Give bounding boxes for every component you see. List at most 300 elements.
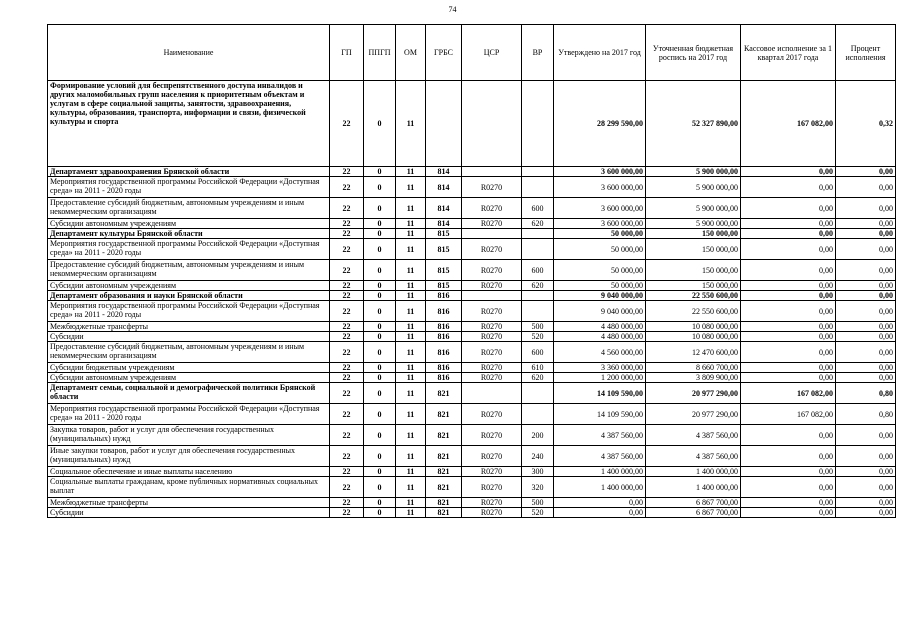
cell-om: 11 xyxy=(396,498,426,508)
cell-approved: 50 000,00 xyxy=(554,239,646,260)
cell-ppgp: 0 xyxy=(364,363,396,373)
table-row xyxy=(48,260,896,281)
cell-cash: 0,00 xyxy=(741,177,836,198)
cell-csr: R0270 xyxy=(462,239,522,260)
cell-grbs: 814 xyxy=(426,167,462,177)
cell-percent: 0,00 xyxy=(836,363,896,373)
cell-name: Департамент культуры Брянской области xyxy=(48,229,330,239)
cell-name: Департамент семьи, социальной и демографической политики Брянской области xyxy=(48,383,330,404)
cell-percent: 0,00 xyxy=(836,177,896,198)
cell-refined: 10 080 000,00 xyxy=(646,332,741,342)
table-row xyxy=(48,498,896,508)
cell-grbs: 821 xyxy=(426,425,462,446)
cell-ppgp: 0 xyxy=(364,477,396,498)
cell-csr: R0270 xyxy=(462,425,522,446)
cell-cash: 167 082,00 xyxy=(741,404,836,425)
header-approved: Утверждено на 2017 год xyxy=(554,25,646,81)
cell-gp: 22 xyxy=(330,363,364,373)
cell-percent: 0,00 xyxy=(836,342,896,363)
cell-refined: 6 867 700,00 xyxy=(646,498,741,508)
cell-ppgp: 0 xyxy=(364,219,396,229)
cell-vr: 620 xyxy=(522,281,554,291)
cell-percent: 0,00 xyxy=(836,373,896,383)
cell-csr: R0270 xyxy=(462,198,522,219)
cell-name: Предоставление субсидий бюджетным, автономным учреждениям и иным некоммерческим организациям xyxy=(48,342,330,363)
cell-approved: 3 600 000,00 xyxy=(554,177,646,198)
cell-cash: 0,00 xyxy=(741,219,836,229)
cell-gp: 22 xyxy=(330,301,364,322)
cell-gp: 22 xyxy=(330,446,364,467)
cell-approved: 1 400 000,00 xyxy=(554,477,646,498)
cell-gp: 22 xyxy=(330,332,364,342)
budget-table xyxy=(47,24,896,518)
cell-ppgp: 0 xyxy=(364,332,396,342)
cell-grbs: 815 xyxy=(426,260,462,281)
cell-csr xyxy=(462,167,522,177)
cell-percent: 0,80 xyxy=(836,383,896,404)
cell-refined: 6 867 700,00 xyxy=(646,508,741,518)
cell-cash: 0,00 xyxy=(741,198,836,219)
cell-ppgp: 0 xyxy=(364,508,396,518)
cell-csr: R0270 xyxy=(462,281,522,291)
cell-approved: 0,00 xyxy=(554,508,646,518)
cell-refined: 4 387 560,00 xyxy=(646,425,741,446)
cell-csr: R0270 xyxy=(462,322,522,332)
cell-refined: 10 080 000,00 xyxy=(646,322,741,332)
table-row xyxy=(48,198,896,219)
table-row xyxy=(48,373,896,383)
cell-approved: 14 109 590,00 xyxy=(554,404,646,425)
cell-om: 11 xyxy=(396,219,426,229)
cell-om: 11 xyxy=(396,301,426,322)
cell-approved: 3 360 000,00 xyxy=(554,363,646,373)
cell-vr xyxy=(522,229,554,239)
cell-ppgp: 0 xyxy=(364,239,396,260)
cell-vr xyxy=(522,177,554,198)
table-row xyxy=(48,322,896,332)
cell-gp: 22 xyxy=(330,404,364,425)
cell-om: 11 xyxy=(396,373,426,383)
cell-percent: 0,00 xyxy=(836,281,896,291)
cell-om: 11 xyxy=(396,383,426,404)
cell-om: 11 xyxy=(396,81,426,167)
cell-om: 11 xyxy=(396,239,426,260)
cell-om: 11 xyxy=(396,281,426,291)
header-name: Наименование xyxy=(48,25,330,81)
cell-ppgp: 0 xyxy=(364,81,396,167)
cell-grbs: 821 xyxy=(426,477,462,498)
cell-approved: 50 000,00 xyxy=(554,260,646,281)
cell-om: 11 xyxy=(396,363,426,373)
cell-gp: 22 xyxy=(330,322,364,332)
cell-gp: 22 xyxy=(330,81,364,167)
cell-om: 11 xyxy=(396,425,426,446)
cell-csr xyxy=(462,383,522,404)
cell-percent: 0,00 xyxy=(836,219,896,229)
cell-percent: 0,00 xyxy=(836,260,896,281)
cell-csr: R0270 xyxy=(462,177,522,198)
cell-cash: 0,00 xyxy=(741,167,836,177)
cell-grbs: 815 xyxy=(426,229,462,239)
cell-name: Субсидии автономным учреждениям xyxy=(48,219,330,229)
cell-refined: 1 400 000,00 xyxy=(646,467,741,477)
cell-csr: R0270 xyxy=(462,498,522,508)
cell-ppgp: 0 xyxy=(364,177,396,198)
cell-vr: 200 xyxy=(522,425,554,446)
table-row xyxy=(48,446,896,467)
cell-vr xyxy=(522,167,554,177)
cell-name: Предоставление субсидий бюджетным, автономным учреждениям и иным некоммерческим организациям xyxy=(48,260,330,281)
cell-name: Субсидии xyxy=(48,508,330,518)
cell-grbs: 816 xyxy=(426,332,462,342)
cell-approved: 4 560 000,00 xyxy=(554,342,646,363)
table-row xyxy=(48,219,896,229)
cell-grbs: 816 xyxy=(426,291,462,301)
cell-cash: 0,00 xyxy=(741,291,836,301)
cell-om: 11 xyxy=(396,229,426,239)
cell-approved: 3 600 000,00 xyxy=(554,198,646,219)
cell-cash: 0,00 xyxy=(741,498,836,508)
cell-csr: R0270 xyxy=(462,467,522,477)
cell-percent: 0,00 xyxy=(836,425,896,446)
cell-ppgp: 0 xyxy=(364,404,396,425)
cell-approved: 3 600 000,00 xyxy=(554,219,646,229)
cell-gp: 22 xyxy=(330,281,364,291)
cell-vr xyxy=(522,291,554,301)
cell-om: 11 xyxy=(396,508,426,518)
cell-vr: 620 xyxy=(522,373,554,383)
cell-csr: R0270 xyxy=(462,332,522,342)
table-body xyxy=(48,81,896,518)
cell-name: Департамент образования и науки Брянской области xyxy=(48,291,330,301)
cell-refined: 3 809 900,00 xyxy=(646,373,741,383)
cell-vr: 300 xyxy=(522,467,554,477)
cell-percent: 0,00 xyxy=(836,229,896,239)
header-csr: ЦСР xyxy=(462,25,522,81)
cell-approved: 9 040 000,00 xyxy=(554,291,646,301)
cell-om: 11 xyxy=(396,446,426,467)
cell-name: Формирование условий для беспрепятственного доступа инвалидов и других маломобильных групп населения к приоритетным объектам и услугам в сфере социальной защиты, занятости, здравоохранения, культуры, образования, транспорта, информации и связи, физической культуры и спорта xyxy=(48,81,330,167)
table-row xyxy=(48,281,896,291)
cell-cash: 0,00 xyxy=(741,260,836,281)
cell-vr: 320 xyxy=(522,477,554,498)
cell-name: Закупка товаров, работ и услуг для обеспечения государственных (муниципальных) нужд xyxy=(48,425,330,446)
cell-gp: 22 xyxy=(330,239,364,260)
cell-cash: 0,00 xyxy=(741,229,836,239)
cell-percent: 0,00 xyxy=(836,467,896,477)
header-om: ОМ xyxy=(396,25,426,81)
cell-vr: 520 xyxy=(522,508,554,518)
cell-vr xyxy=(522,383,554,404)
cell-ppgp: 0 xyxy=(364,373,396,383)
cell-ppgp: 0 xyxy=(364,322,396,332)
cell-csr xyxy=(462,81,522,167)
cell-gp: 22 xyxy=(330,167,364,177)
cell-ppgp: 0 xyxy=(364,446,396,467)
cell-name: Субсидии бюджетным учреждениям xyxy=(48,363,330,373)
cell-csr xyxy=(462,291,522,301)
cell-cash: 0,00 xyxy=(741,239,836,260)
table-row xyxy=(48,229,896,239)
table-row xyxy=(48,342,896,363)
cell-percent: 0,00 xyxy=(836,332,896,342)
cell-csr: R0270 xyxy=(462,404,522,425)
table-row xyxy=(48,363,896,373)
cell-grbs: 816 xyxy=(426,342,462,363)
cell-approved: 28 299 590,00 xyxy=(554,81,646,167)
cell-name: Иные закупки товаров, работ и услуг для обеспечения государственных (муниципальных) нужд xyxy=(48,446,330,467)
cell-ppgp: 0 xyxy=(364,260,396,281)
cell-csr: R0270 xyxy=(462,301,522,322)
cell-name: Мероприятия государственной программы Российской Федерации «Доступная среда» на 2011 - 2020 годы xyxy=(48,301,330,322)
cell-refined: 1 400 000,00 xyxy=(646,477,741,498)
cell-grbs: 821 xyxy=(426,404,462,425)
cell-vr xyxy=(522,404,554,425)
cell-om: 11 xyxy=(396,260,426,281)
cell-gp: 22 xyxy=(330,498,364,508)
header-gp: ГП xyxy=(330,25,364,81)
cell-vr: 520 xyxy=(522,332,554,342)
cell-ppgp: 0 xyxy=(364,425,396,446)
header-cash: Кассовое исполнение за 1 квартал 2017 года xyxy=(741,25,836,81)
cell-om: 11 xyxy=(396,167,426,177)
cell-vr xyxy=(522,239,554,260)
cell-approved: 4 387 560,00 xyxy=(554,446,646,467)
cell-refined: 20 977 290,00 xyxy=(646,383,741,404)
cell-csr: R0270 xyxy=(462,260,522,281)
header-ppgp: ППГП xyxy=(364,25,396,81)
cell-cash: 0,00 xyxy=(741,281,836,291)
cell-percent: 0,00 xyxy=(836,301,896,322)
cell-grbs: 821 xyxy=(426,498,462,508)
cell-name: Межбюджетные трансферты xyxy=(48,498,330,508)
cell-refined: 5 900 000,00 xyxy=(646,198,741,219)
cell-grbs: 814 xyxy=(426,219,462,229)
cell-refined: 150 000,00 xyxy=(646,260,741,281)
cell-cash: 0,00 xyxy=(741,508,836,518)
cell-percent: 0,00 xyxy=(836,508,896,518)
cell-ppgp: 0 xyxy=(364,198,396,219)
cell-om: 11 xyxy=(396,322,426,332)
cell-om: 11 xyxy=(396,404,426,425)
cell-vr xyxy=(522,81,554,167)
cell-om: 11 xyxy=(396,477,426,498)
cell-grbs: 816 xyxy=(426,301,462,322)
cell-cash: 0,00 xyxy=(741,467,836,477)
cell-ppgp: 0 xyxy=(364,342,396,363)
cell-grbs xyxy=(426,81,462,167)
cell-grbs: 816 xyxy=(426,373,462,383)
cell-percent: 0,00 xyxy=(836,291,896,301)
table-row xyxy=(48,239,896,260)
cell-refined: 150 000,00 xyxy=(646,281,741,291)
cell-percent: 0,32 xyxy=(836,81,896,167)
cell-approved: 50 000,00 xyxy=(554,229,646,239)
cell-ppgp: 0 xyxy=(364,467,396,477)
cell-grbs: 815 xyxy=(426,281,462,291)
cell-percent: 0,00 xyxy=(836,498,896,508)
cell-percent: 0,00 xyxy=(836,198,896,219)
cell-grbs: 821 xyxy=(426,446,462,467)
table-row xyxy=(48,301,896,322)
cell-refined: 5 900 000,00 xyxy=(646,177,741,198)
cell-cash: 0,00 xyxy=(741,425,836,446)
table-row xyxy=(48,404,896,425)
page-number: 74 xyxy=(448,5,457,14)
cell-om: 11 xyxy=(396,332,426,342)
cell-cash: 167 082,00 xyxy=(741,81,836,167)
cell-vr: 620 xyxy=(522,219,554,229)
cell-grbs: 814 xyxy=(426,177,462,198)
cell-gp: 22 xyxy=(330,425,364,446)
cell-approved: 3 600 000,00 xyxy=(554,167,646,177)
cell-refined: 12 470 600,00 xyxy=(646,342,741,363)
cell-name: Социальное обеспечение и иные выплаты населению xyxy=(48,467,330,477)
cell-vr: 600 xyxy=(522,198,554,219)
cell-refined: 4 387 560,00 xyxy=(646,446,741,467)
table-header-row xyxy=(48,25,896,81)
cell-name: Департамент здравоохранения Брянской области xyxy=(48,167,330,177)
cell-vr: 600 xyxy=(522,342,554,363)
cell-om: 11 xyxy=(396,177,426,198)
cell-ppgp: 0 xyxy=(364,301,396,322)
cell-refined: 8 660 700,00 xyxy=(646,363,741,373)
cell-vr: 500 xyxy=(522,498,554,508)
cell-vr: 610 xyxy=(522,363,554,373)
table-row xyxy=(48,508,896,518)
table-row xyxy=(48,383,896,404)
cell-ppgp: 0 xyxy=(364,291,396,301)
cell-cash: 0,00 xyxy=(741,301,836,322)
cell-gp: 22 xyxy=(330,477,364,498)
cell-gp: 22 xyxy=(330,373,364,383)
cell-vr: 600 xyxy=(522,260,554,281)
cell-gp: 22 xyxy=(330,291,364,301)
cell-grbs: 815 xyxy=(426,239,462,260)
cell-vr: 500 xyxy=(522,322,554,332)
cell-gp: 22 xyxy=(330,508,364,518)
cell-percent: 0,00 xyxy=(836,322,896,332)
header-grbs: ГРБС xyxy=(426,25,462,81)
cell-grbs: 821 xyxy=(426,383,462,404)
cell-approved: 9 040 000,00 xyxy=(554,301,646,322)
cell-percent: 0,80 xyxy=(836,404,896,425)
cell-vr xyxy=(522,301,554,322)
cell-ppgp: 0 xyxy=(364,383,396,404)
cell-approved: 1 200 000,00 xyxy=(554,373,646,383)
cell-refined: 150 000,00 xyxy=(646,239,741,260)
cell-grbs: 821 xyxy=(426,467,462,477)
cell-name: Мероприятия государственной программы Российской Федерации «Доступная среда» на 2011 - 2020 годы xyxy=(48,177,330,198)
cell-gp: 22 xyxy=(330,229,364,239)
cell-gp: 22 xyxy=(330,342,364,363)
cell-gp: 22 xyxy=(330,467,364,477)
cell-cash: 0,00 xyxy=(741,332,836,342)
cell-csr: R0270 xyxy=(462,508,522,518)
cell-om: 11 xyxy=(396,467,426,477)
cell-csr: R0270 xyxy=(462,219,522,229)
cell-gp: 22 xyxy=(330,383,364,404)
cell-vr: 240 xyxy=(522,446,554,467)
cell-cash: 0,00 xyxy=(741,322,836,332)
cell-gp: 22 xyxy=(330,219,364,229)
cell-refined: 20 977 290,00 xyxy=(646,404,741,425)
cell-approved: 4 480 000,00 xyxy=(554,322,646,332)
cell-refined: 5 900 000,00 xyxy=(646,167,741,177)
header-vr: ВР xyxy=(522,25,554,81)
cell-csr: R0270 xyxy=(462,477,522,498)
table-row xyxy=(48,291,896,301)
cell-csr: R0270 xyxy=(462,373,522,383)
cell-ppgp: 0 xyxy=(364,229,396,239)
cell-name: Субсидии xyxy=(48,332,330,342)
table-row xyxy=(48,425,896,446)
cell-gp: 22 xyxy=(330,198,364,219)
cell-percent: 0,00 xyxy=(836,167,896,177)
cell-refined: 22 550 600,00 xyxy=(646,291,741,301)
cell-name: Мероприятия государственной программы Российской Федерации «Доступная среда» на 2011 - 2020 годы xyxy=(48,404,330,425)
cell-approved: 14 109 590,00 xyxy=(554,383,646,404)
cell-approved: 4 480 000,00 xyxy=(554,332,646,342)
cell-cash: 0,00 xyxy=(741,446,836,467)
cell-name: Субсидии автономным учреждениям xyxy=(48,373,330,383)
cell-grbs: 816 xyxy=(426,322,462,332)
cell-cash: 0,00 xyxy=(741,342,836,363)
cell-grbs: 816 xyxy=(426,363,462,373)
cell-csr xyxy=(462,229,522,239)
cell-gp: 22 xyxy=(330,260,364,281)
cell-om: 11 xyxy=(396,342,426,363)
cell-cash: 0,00 xyxy=(741,477,836,498)
cell-name: Социальные выплаты гражданам, кроме публичных нормативных социальных выплат xyxy=(48,477,330,498)
cell-cash: 167 082,00 xyxy=(741,383,836,404)
cell-approved: 0,00 xyxy=(554,498,646,508)
cell-grbs: 814 xyxy=(426,198,462,219)
table-row xyxy=(48,81,896,167)
cell-refined: 150 000,00 xyxy=(646,229,741,239)
cell-om: 11 xyxy=(396,291,426,301)
cell-approved: 4 387 560,00 xyxy=(554,425,646,446)
cell-percent: 0,00 xyxy=(836,446,896,467)
cell-ppgp: 0 xyxy=(364,498,396,508)
cell-csr: R0270 xyxy=(462,363,522,373)
cell-approved: 50 000,00 xyxy=(554,281,646,291)
header-percent: Процент исполнения xyxy=(836,25,896,81)
table-row xyxy=(48,177,896,198)
table-row xyxy=(48,467,896,477)
cell-refined: 22 550 600,00 xyxy=(646,301,741,322)
cell-om: 11 xyxy=(396,198,426,219)
cell-name: Предоставление субсидий бюджетным, автономным учреждениям и иным некоммерческим организациям xyxy=(48,198,330,219)
header-refined: Уточненная бюджетная роспись на 2017 год xyxy=(646,25,741,81)
cell-grbs: 821 xyxy=(426,508,462,518)
cell-name: Субсидии автономным учреждениям xyxy=(48,281,330,291)
cell-name: Мероприятия государственной программы Российской Федерации «Доступная среда» на 2011 - 2020 годы xyxy=(48,239,330,260)
cell-refined: 5 900 000,00 xyxy=(646,219,741,229)
cell-percent: 0,00 xyxy=(836,477,896,498)
cell-cash: 0,00 xyxy=(741,373,836,383)
table-row xyxy=(48,167,896,177)
cell-ppgp: 0 xyxy=(364,281,396,291)
cell-gp: 22 xyxy=(330,177,364,198)
cell-csr: R0270 xyxy=(462,342,522,363)
cell-refined: 52 327 890,00 xyxy=(646,81,741,167)
table-row xyxy=(48,477,896,498)
cell-csr: R0270 xyxy=(462,446,522,467)
cell-name: Межбюджетные трансферты xyxy=(48,322,330,332)
cell-percent: 0,00 xyxy=(836,239,896,260)
table-row xyxy=(48,332,896,342)
